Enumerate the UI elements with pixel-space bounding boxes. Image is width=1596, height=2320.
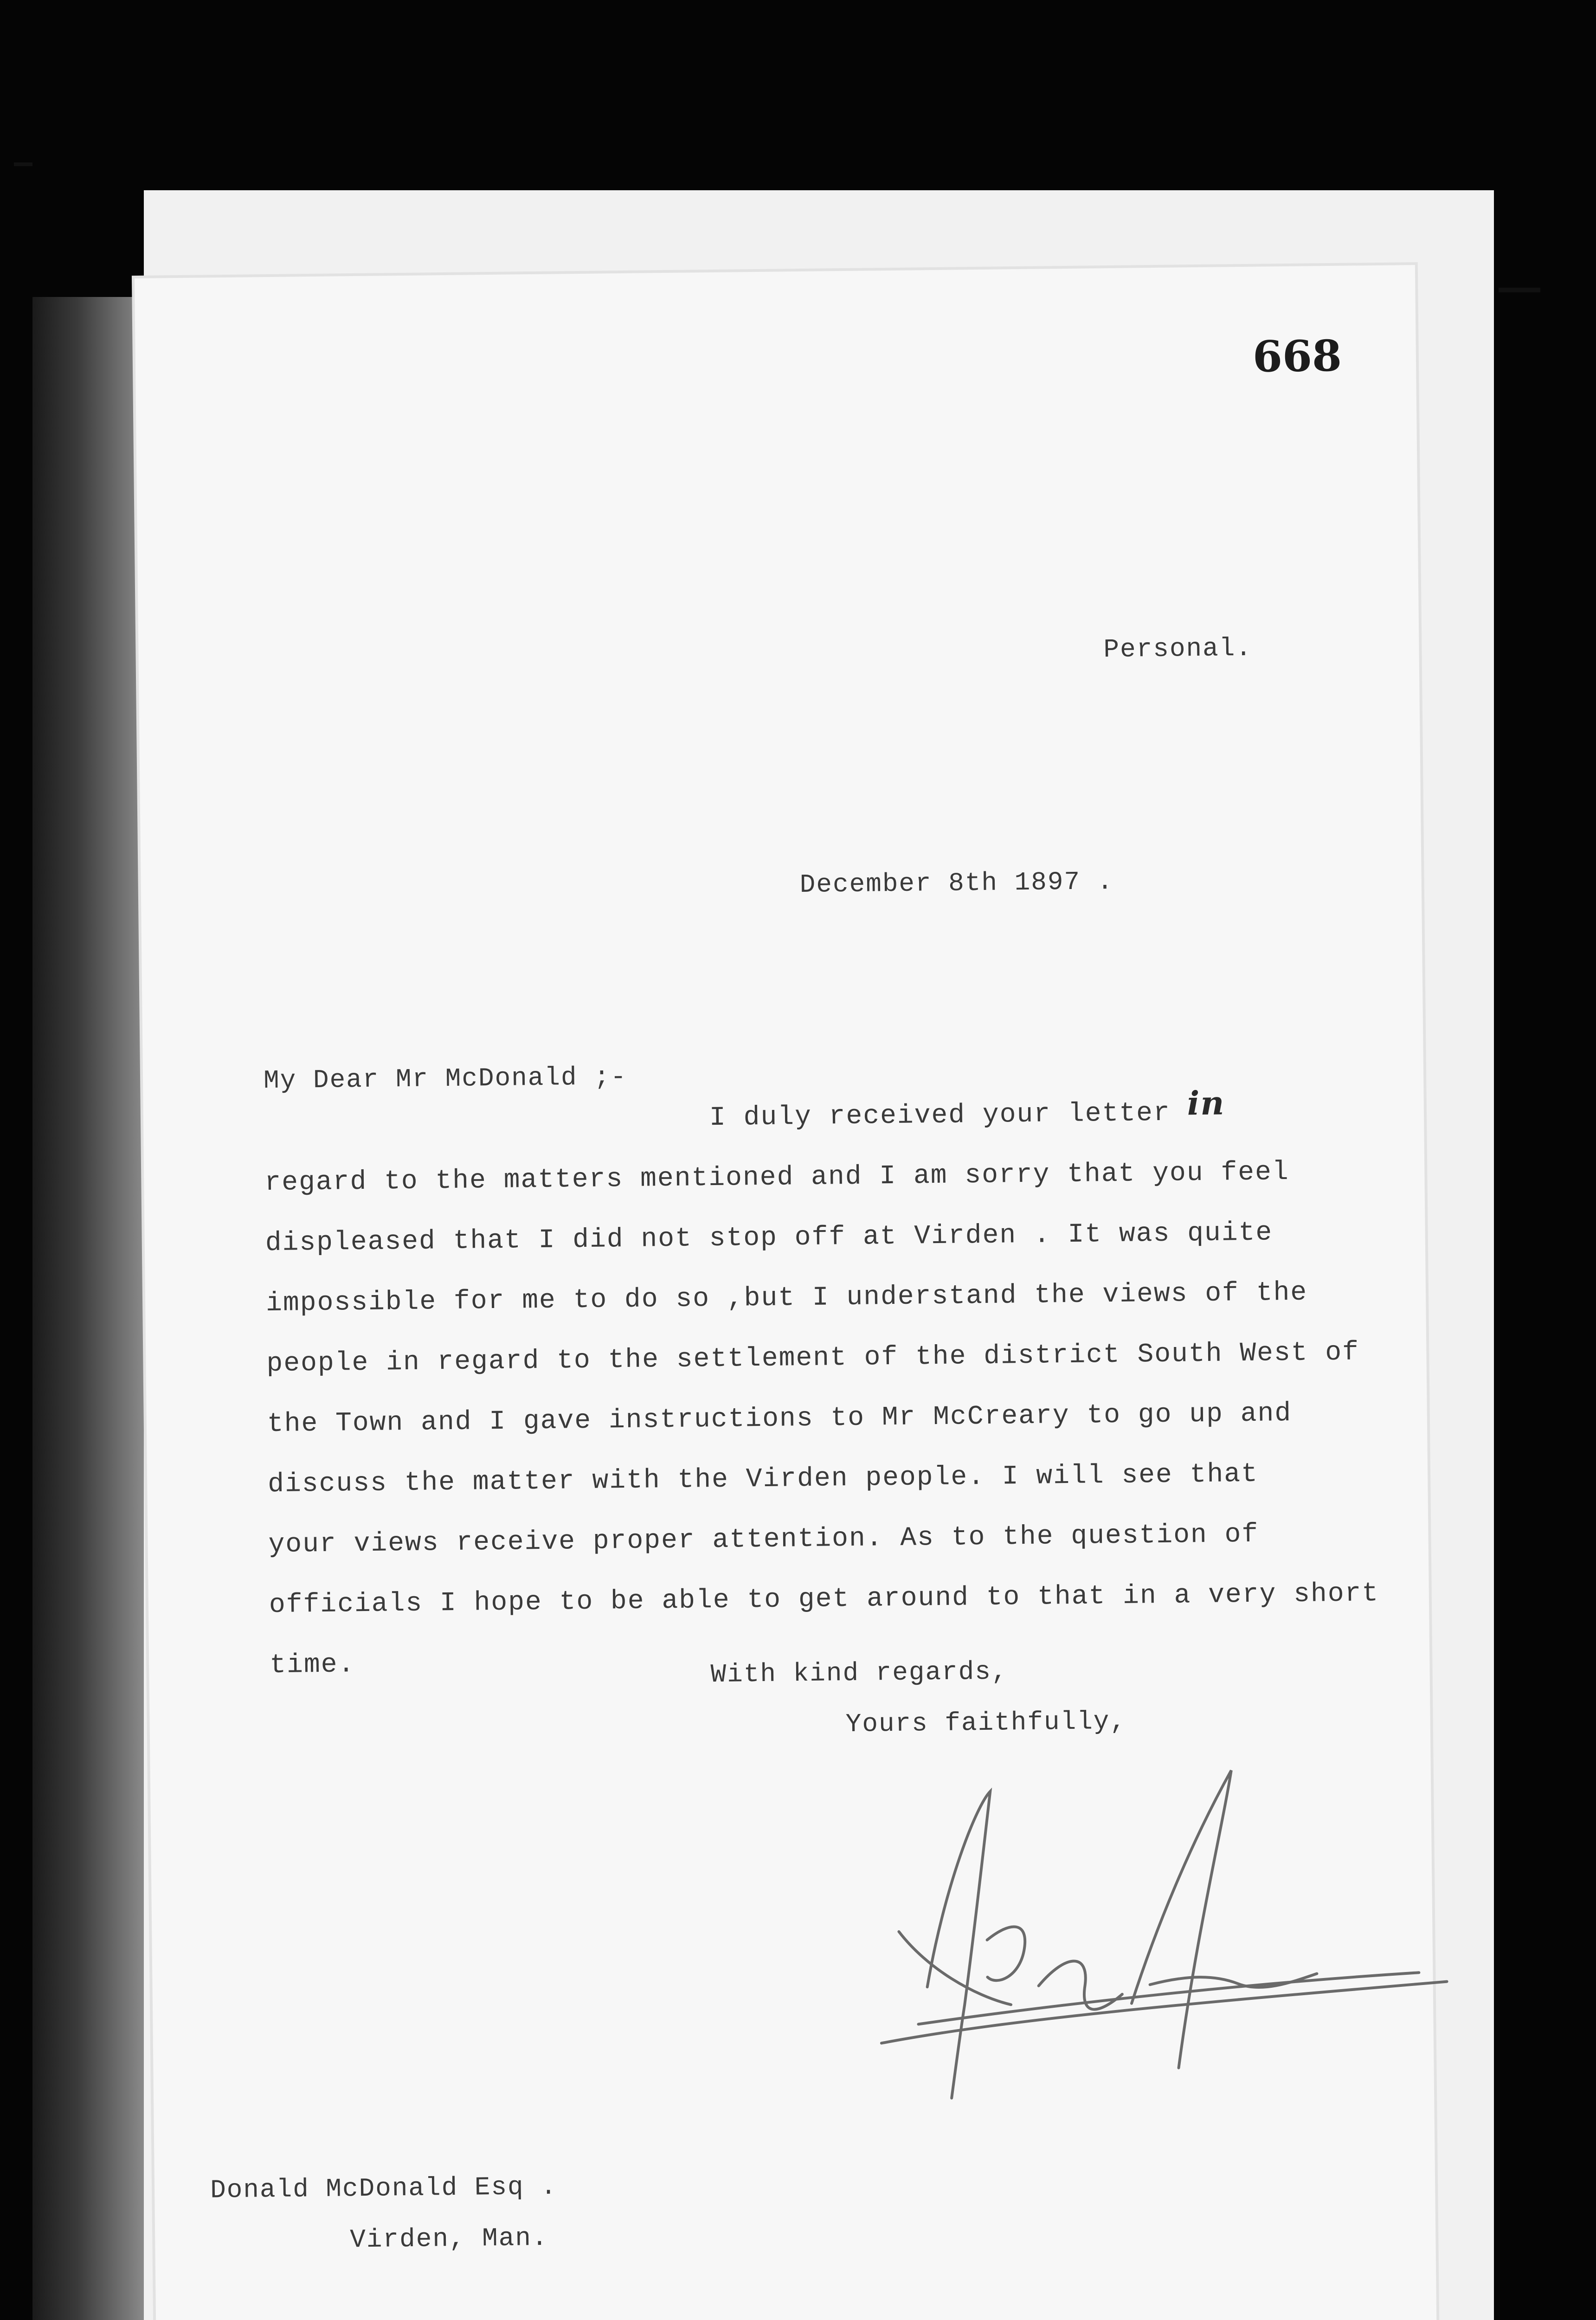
classification-label: Personal.: [1103, 633, 1253, 665]
body-line: time.: [269, 1650, 355, 1681]
signature-image: [869, 1740, 1476, 2164]
page-edge-shadow: [32, 297, 144, 2320]
body-line: I duly received your letter: [709, 1098, 1171, 1134]
body-line: officials I hope to be able to get around to that in a very short: [269, 1579, 1379, 1621]
salutation: My Dear Mr McDonald ;-: [263, 1062, 627, 1096]
body-line: impossible for me to do so ,but I understand the views of the: [265, 1277, 1308, 1319]
body-line: people in regard to the settlement of the district South West of: [266, 1337, 1360, 1379]
closing-faithfully: Yours faithfully,: [845, 1706, 1127, 1740]
page-number: 668: [1252, 330, 1342, 382]
edge-mark: [1499, 288, 1540, 292]
closing-regards: With kind regards,: [710, 1656, 1008, 1690]
body-line: the Town and I gave instructions to Mr McCreary to go up and: [267, 1398, 1292, 1440]
handwritten-insert: in: [1187, 1083, 1225, 1123]
addressee-name: Donald McDonald Esq .: [210, 2172, 558, 2205]
body-line: regard to the matters mentioned and I am sorry that you feel: [264, 1157, 1289, 1199]
body-line: discuss the matter with the Virden people. I will see that: [267, 1459, 1259, 1500]
addressee-location: Virden, Man.: [349, 2223, 548, 2255]
edge-mark: [14, 162, 32, 166]
body-line: displeased that I did not stop off at Virden . It was quite: [265, 1218, 1273, 1259]
letter-date: December 8th 1897 .: [799, 866, 1114, 900]
letter-page: [135, 265, 1439, 2320]
body-line: your views receive proper attention. As to the question of: [268, 1519, 1259, 1560]
